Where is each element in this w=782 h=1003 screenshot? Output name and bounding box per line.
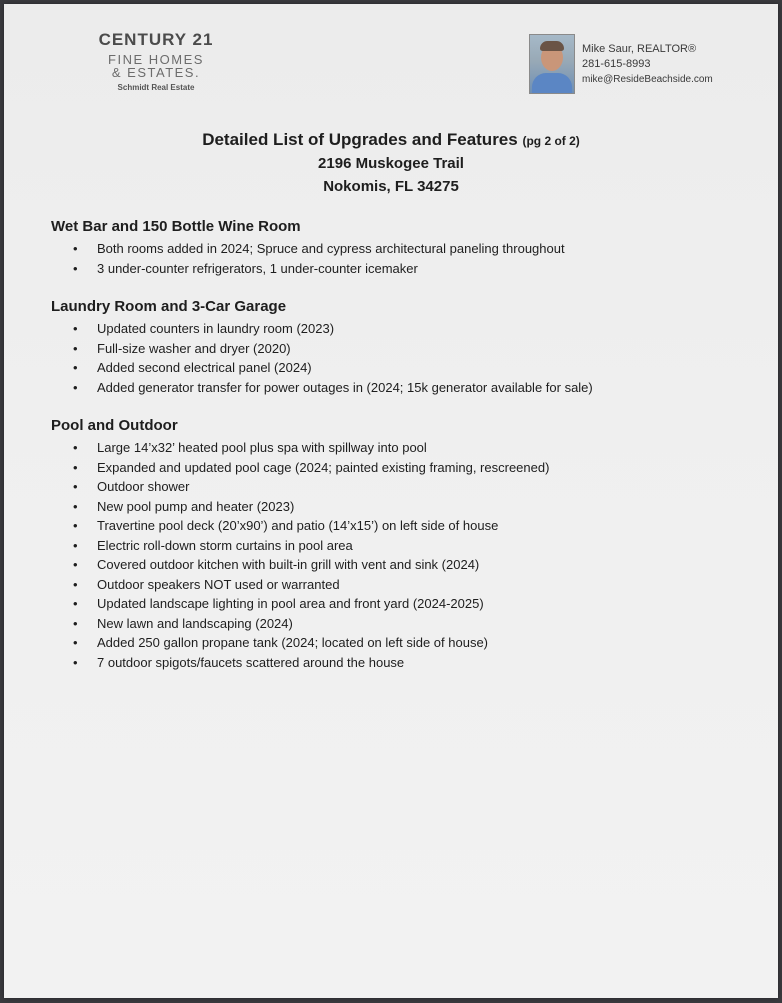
- agent-phone: 281-615-8993: [582, 58, 651, 70]
- list-item: • Updated counters in laundry room (2023): [97, 319, 593, 339]
- list-item: • Full-size washer and dryer (2020): [97, 339, 593, 359]
- list-item: • Travertine pool deck (20’x90’) and patio (14’x15’) on left side of house: [97, 516, 549, 536]
- section-heading: Pool and Outdoor: [51, 417, 178, 434]
- list-item: • Added second electrical panel (2024): [97, 358, 593, 378]
- list-item: • 3 under-counter refrigerators, 1 under-counter icemaker: [97, 259, 565, 279]
- page-indicator: (pg 2 of 2): [522, 134, 580, 148]
- list-item: • 7 outdoor spigots/faucets scattered around the house: [97, 653, 549, 673]
- century21-logo: [86, 30, 226, 92]
- logo-brand: CENTURY 21: [98, 30, 214, 49]
- agent-email: mike@ResideBeachside.com: [582, 74, 713, 85]
- title-text: Detailed List of Upgrades and Features: [202, 130, 518, 149]
- document-page: [4, 4, 778, 998]
- logo-line-fine-homes: FINE HOMES: [108, 52, 204, 67]
- section-heading: Wet Bar and 150 Bottle Wine Room: [51, 218, 301, 235]
- list-item: • Outdoor speakers NOT used or warranted: [97, 575, 549, 595]
- address-street: 2196 Muskogee Trail: [318, 155, 464, 172]
- section-wet-bar: [51, 218, 565, 278]
- list-item: • New lawn and landscaping (2024): [97, 614, 549, 634]
- list-item: • Added 250 gallon propane tank (2024; located on left side of house): [97, 633, 549, 653]
- section-pool-outdoor: [51, 417, 549, 672]
- list-item: • Outdoor shower: [97, 477, 549, 497]
- list-item: • Expanded and updated pool cage (2024; painted existing framing, rescreened): [97, 458, 549, 478]
- list-item: • Both rooms added in 2024; Spruce and cypress architectural paneling throughout: [97, 239, 565, 259]
- section-laundry-garage: [51, 298, 593, 397]
- list-item: • New pool pump and heater (2023): [97, 497, 549, 517]
- agent-photo: [529, 34, 575, 94]
- section-heading: Laundry Room and 3-Car Garage: [51, 298, 287, 315]
- agent-name: Mike Saur, REALTOR®: [582, 43, 697, 55]
- feature-list: [51, 239, 565, 278]
- logo-line-estates: & ESTATES.: [111, 65, 201, 80]
- document-title: [4, 130, 778, 150]
- list-item: • Large 14’x32’ heated pool plus spa with spillway into pool: [97, 438, 549, 458]
- agent-photo-shirt: [532, 73, 572, 94]
- feature-list: [51, 319, 593, 397]
- list-item: • Covered outdoor kitchen with built-in grill with vent and sink (2024): [97, 555, 549, 575]
- agent-photo-hair: [540, 41, 564, 51]
- list-item: • Electric roll-down storm curtains in pool area: [97, 536, 549, 556]
- feature-list: [51, 438, 549, 672]
- logo-brokerage: Schmidt Real Estate: [117, 83, 195, 92]
- address-city: Nokomis, FL 34275: [323, 178, 459, 195]
- agent-contact: [582, 42, 713, 87]
- list-item: • Added generator transfer for power outages in (2024; 15k generator available for sale): [97, 378, 593, 398]
- list-item: • Updated landscape lighting in pool area and front yard (2024-2025): [97, 594, 549, 614]
